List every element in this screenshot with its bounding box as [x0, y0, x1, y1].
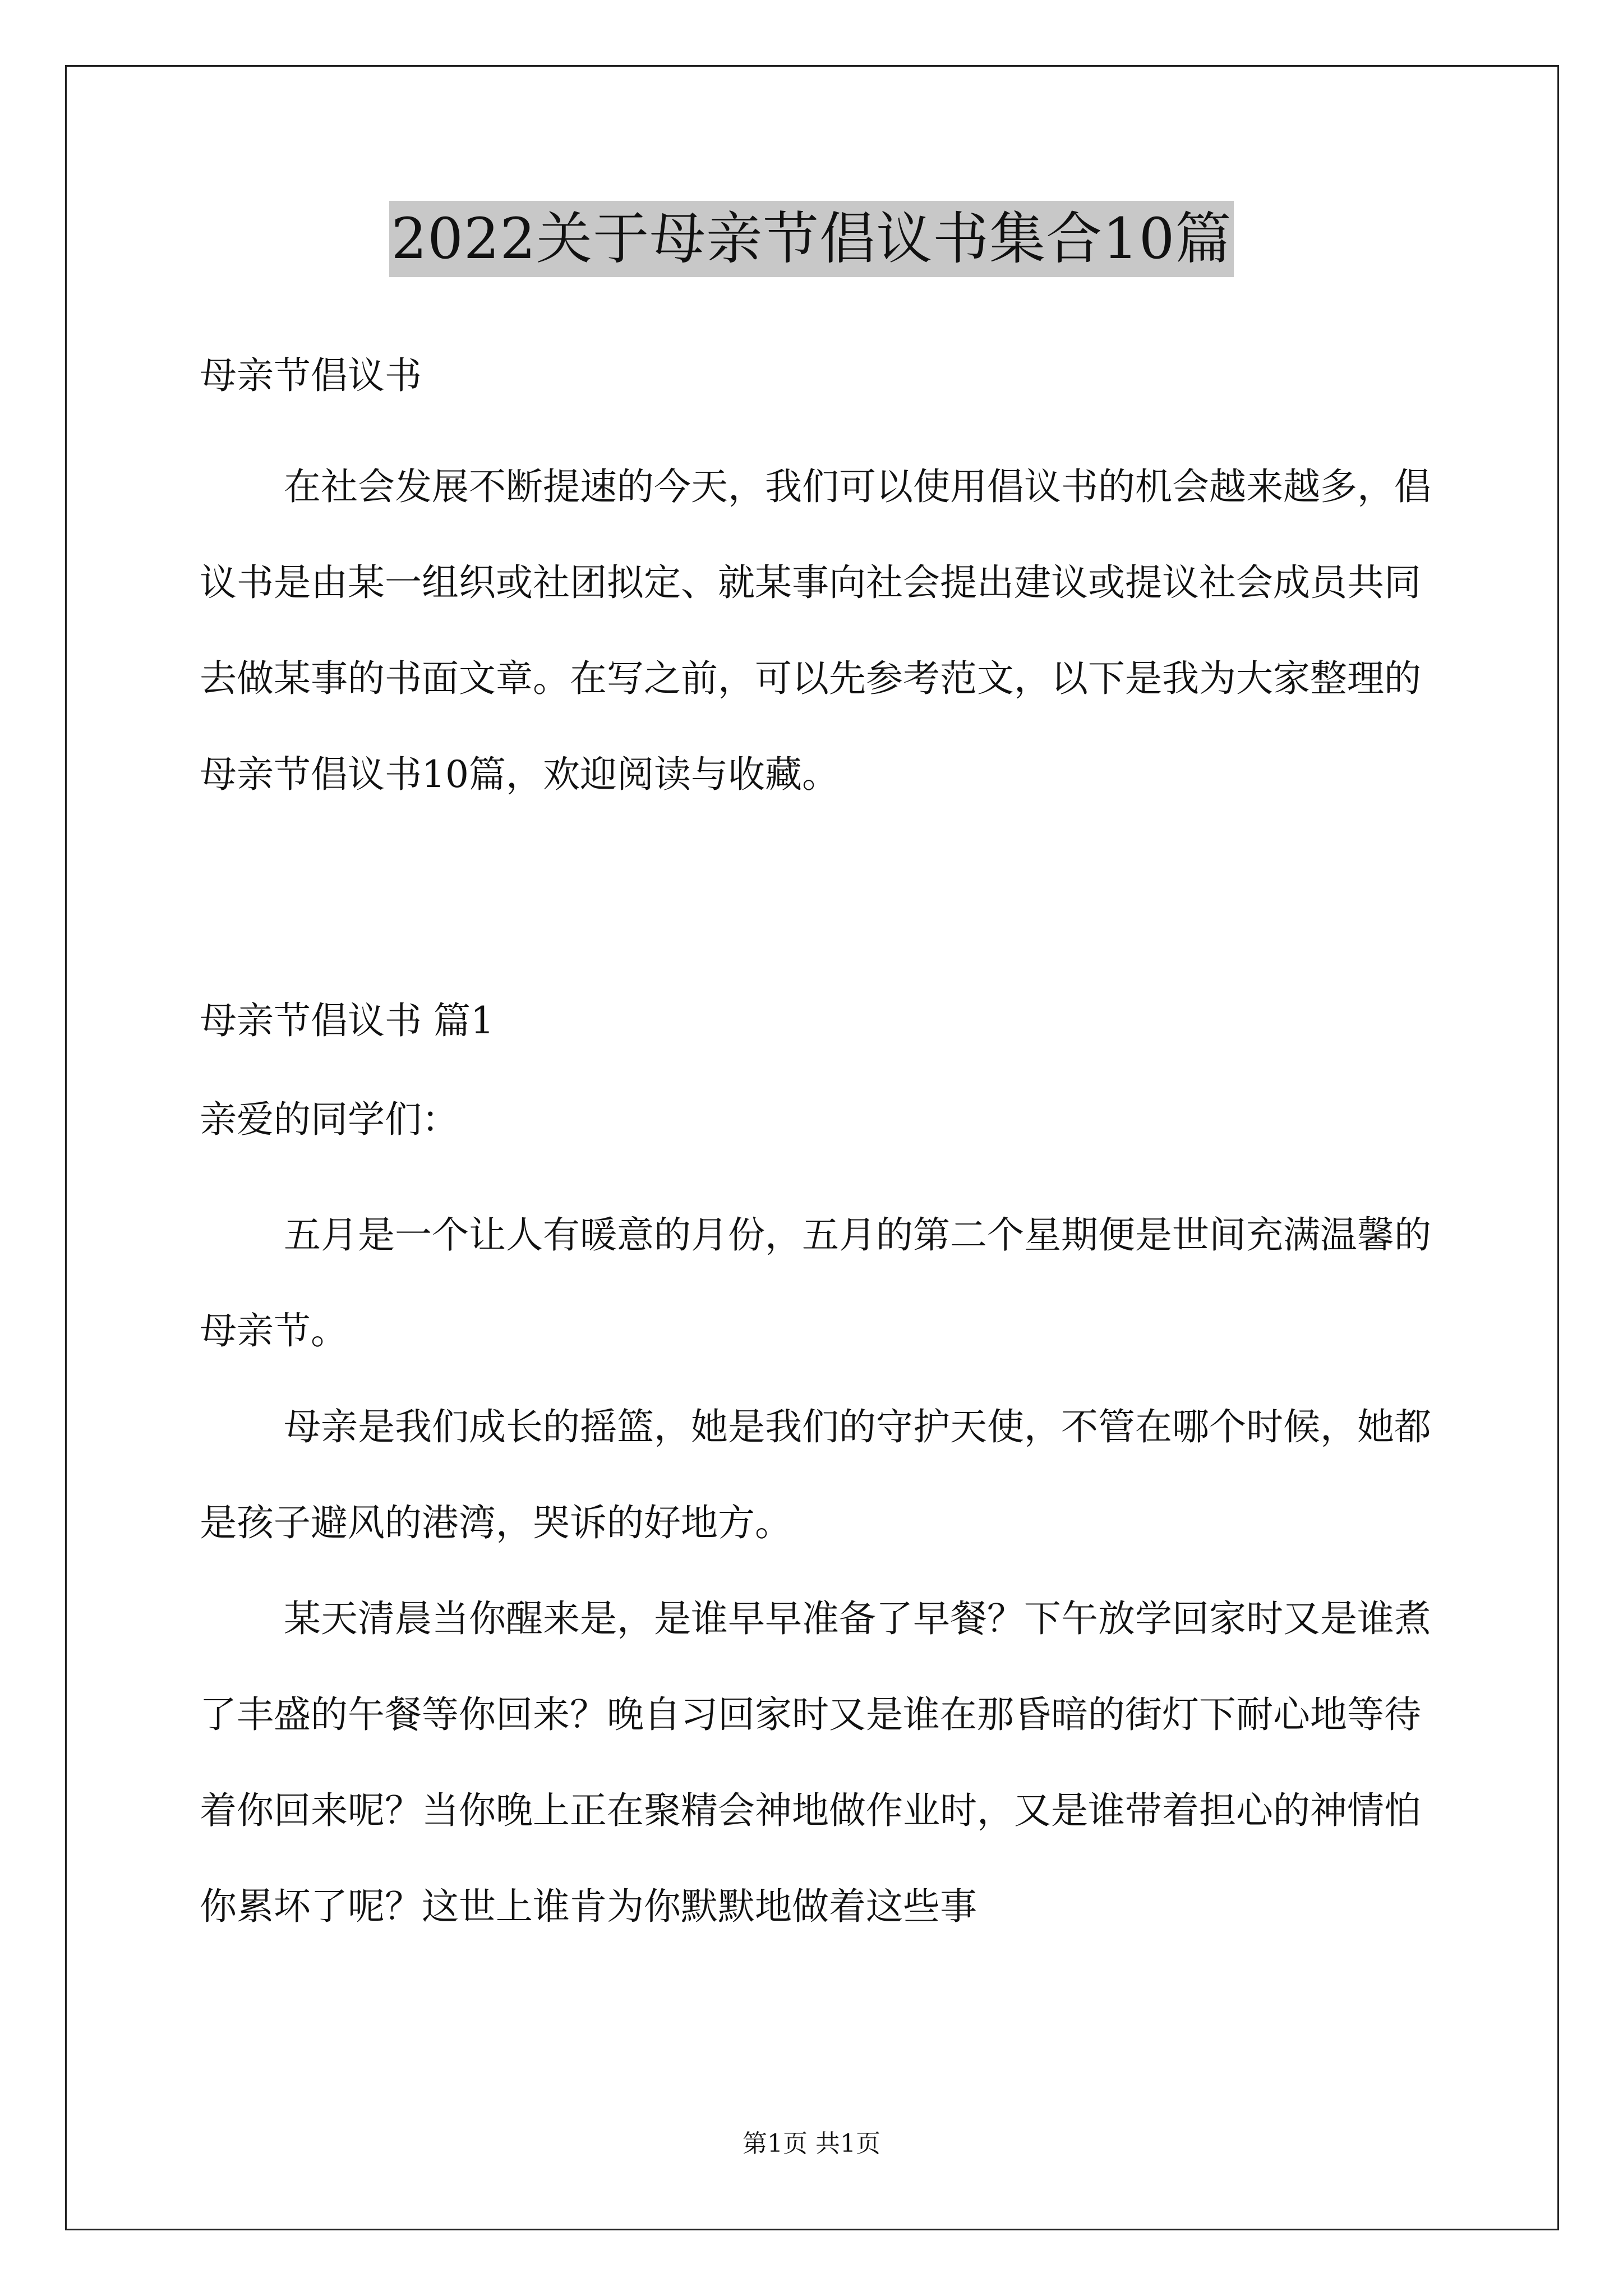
page-footer: 第1页 共1页 [743, 2129, 880, 2158]
paragraph-3: 某天清晨当你醒来是，是谁早早准备了早餐？下午放学回家时又是谁煮了丰盛的午餐等你回来？晚自习回家时又是谁在那昏暗的街灯下耐心地等待着你回来呢？当你晚上正在聚精会神地做作业时，又是谁带着担心的神情怕你累坏了呢？这世上谁肯为你默默地做着这些事 [200, 1597, 1431, 1928]
title-container [0, 201, 1623, 277]
intro-paragraph: 在社会发展不断提速的今天，我们可以使用倡议书的机会越来越多，倡议书是由某一组织或社团拟定、就某事向社会提出建议或提议社会成员共同去做某事的书面文章。在写之前，可以先参考范文，以下是我为大家整理的母亲节倡议书10篇，欢迎阅读与收藏。 [200, 465, 1431, 796]
paragraph-2: 母亲是我们成长的摇篮，她是我们的守护天使，不管在哪个时候，她都是孩子避风的港湾，哭诉的好地方。 [200, 1405, 1431, 1544]
paragraph-1: 五月是一个让人有暖意的月份，五月的第二个星期便是世间充满温馨的母亲节。 [200, 1213, 1431, 1352]
greeting-line: 亲爱的同学们： [200, 1098, 459, 1141]
article-heading: 母亲节倡议书 篇1 [200, 999, 494, 1042]
section-heading: 母亲节倡议书 [200, 354, 422, 397]
document-title: 2022关于母亲节倡议书集合10篇 [389, 201, 1234, 277]
